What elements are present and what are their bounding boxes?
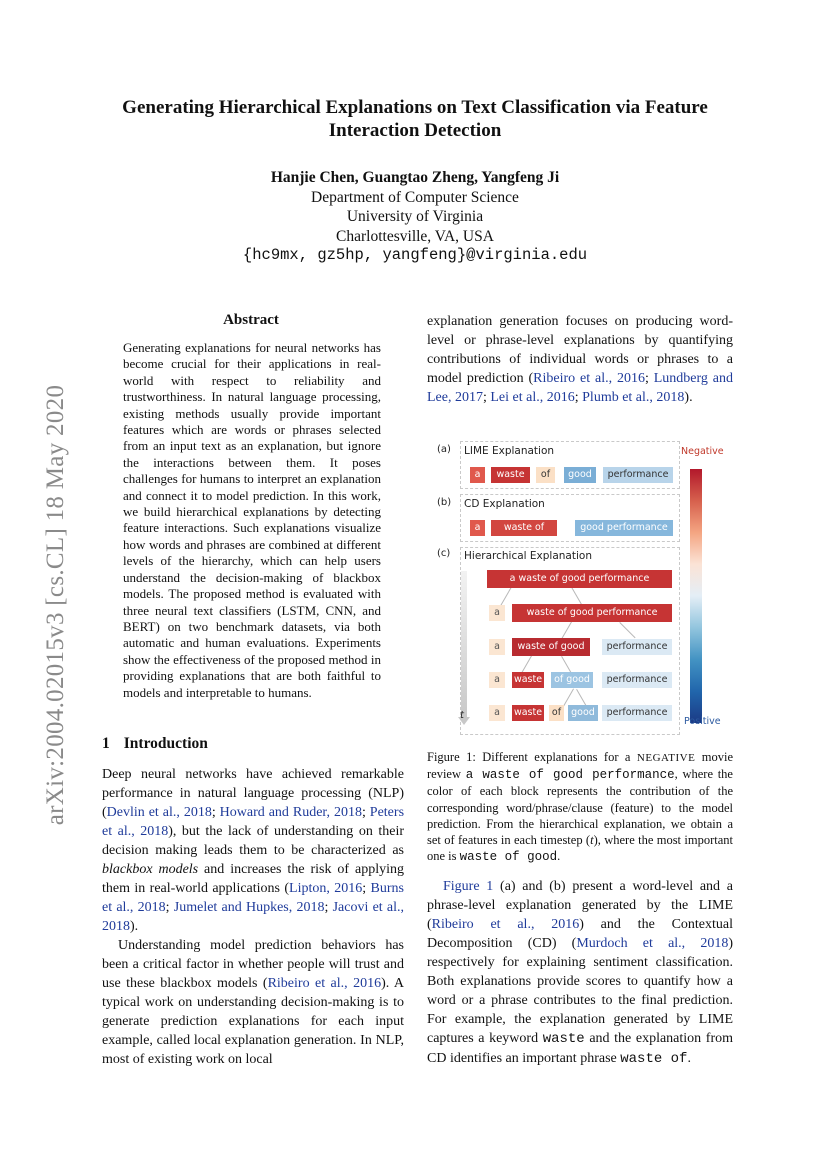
hier-block: performance xyxy=(602,639,672,655)
arxiv-stamp: arXiv:2004.02015v3 [cs.CL] 18 May 2020 xyxy=(42,384,69,826)
panel-label-c: (c) xyxy=(437,548,451,559)
right-column-bottom xyxy=(427,877,733,1069)
abstract-text: Generating explanations for neural networks has become crucial for their applications in real-world with respect to reliability and trustworthiness. In natural language processing, existing methods usually provide important features which are words or phrases selected from an input text as an explanation, but ignore the interactions between them. It poses challenges for humans to interpret an explanation and connect it to model prediction. In this work, we build hierarchical explanations by detecting feature interactions. Such explanations visualize how words and phrases are combined at different levels of the hierarchy, which can help users understand the decision-making of blackbox models. The proposed method is evaluated with three neural text classifiers (LSTM, CNN, and BERT) on two benchmark datasets, via both automatic and human evaluations. Experiments show the effectiveness of the proposed method in providing explanations that are both faithful to models and interpretable to humans. xyxy=(123,340,381,700)
cd-block: good performance xyxy=(575,520,673,536)
lime-block: a xyxy=(470,467,485,483)
hier-block: waste of good performance xyxy=(512,604,672,622)
panel-label-b: (b) xyxy=(437,497,452,508)
hier-block: waste xyxy=(512,705,544,721)
lime-block: good xyxy=(564,467,596,483)
citation-link[interactable]: Ribeiro et al., 2016 xyxy=(267,976,382,991)
citation-link[interactable]: Ribeiro et al., 2016 xyxy=(431,917,580,932)
cd-block: a xyxy=(470,520,485,536)
citation-link[interactable]: Burns et al., 2018 xyxy=(102,881,404,915)
section-title: Introduction xyxy=(123,735,208,752)
lime-block: performance xyxy=(603,467,673,483)
figure-1 xyxy=(432,438,732,738)
right-paragraph-1: explanation generation focuses on producing word-level or phrase-level explanations by quantifying contributions of individual words or phrases to a model prediction (Ribeiro et al., 2016; Lundberg and Lee, 2017; Lei et al., 2016; Plumb et al., 2018). xyxy=(427,314,733,405)
abstract-heading: Abstract xyxy=(223,312,279,328)
section-heading-introduction xyxy=(102,735,208,753)
colorbar-positive-label: Positive xyxy=(684,716,721,727)
citation-link[interactable]: Lundberg and Lee, 2017 xyxy=(427,371,733,405)
intro-paragraph-2: Understanding model prediction behaviors has been a critical factor in whether people will trust and use these blackbox models (Ribeiro et al., 2016). A typical work on understanding decision-making is to generate prediction explanations for each input example, called local explanation generation. In NLP, most of existing work on local xyxy=(102,938,405,1067)
hier-block: a xyxy=(489,672,505,688)
hier-block: waste xyxy=(512,672,544,688)
author-location: Charlottesville, VA, USA xyxy=(336,227,494,245)
author-block xyxy=(100,168,730,266)
hier-block: a waste of good performance xyxy=(487,570,672,588)
hier-block: good xyxy=(568,705,598,721)
panel-c-title: Hierarchical Explanation xyxy=(464,550,592,562)
hier-block: of good xyxy=(551,672,593,688)
panel-a-title: LIME Explanation xyxy=(464,445,555,457)
author-department: Department of Computer Science xyxy=(311,188,519,206)
citation-link[interactable]: Jacovi et al., 2018 xyxy=(102,900,405,934)
author-email: {hc9mx, gz5hp, yangfeng}@virginia.edu xyxy=(242,246,588,264)
intro-paragraph-1: Deep neural networks have achieved remarkable performance in natural language processing (NLP) (Devlin et al., 2018; Howard and Ruder, 2018; Peters et al., 2018), but the lack of understanding on their decision making leads them to be characterized as blackbox models and increases the risk of applying them in real-world applications (Lipton, 2016; Burns et al., 2018; Jumelet and Hupkes, 2018; Jacovi et al., 2018). xyxy=(102,767,405,934)
time-arrow xyxy=(461,571,467,719)
figure-reference-link[interactable]: Figure 1 xyxy=(443,879,494,894)
colorbar xyxy=(690,469,702,723)
author-names: Hanjie Chen, Guangtao Zheng, Yangfeng Ji xyxy=(270,169,560,186)
citation-link[interactable]: Murdoch et al., 2018 xyxy=(576,936,729,951)
figure-1-caption: Figure 1: Different explanations for a NEGATIVE movie review a waste of good performance, where the color of each block represents the contribution of the corresponding word/phrase/clause (feature) to the model prediction. From the hierarchical explanation, we obtain a set of features in each timestep (t), where the most important one is waste of good. xyxy=(427,750,734,865)
citation-link[interactable]: Lei et al., 2016 xyxy=(490,390,575,405)
hier-block: a xyxy=(489,705,505,721)
right-column-top xyxy=(427,312,733,407)
time-axis-label: t xyxy=(460,710,464,721)
cd-block: waste of xyxy=(491,520,557,536)
right-paragraph-2: Figure 1 (a) and (b) present a word-level and a phrase-level explanation generated by the LIME (Ribeiro et al., 2016) and the Contextual Decomposition (CD) (Murdoch et al., 2018) respectively for explaining sentiment classification. Both explanations provide scores to quantify how a word or a phrase contributes to the final prediction. For example, the explanation generated by LIME captures a keyword waste and the explanation from CD identifies an important phrase waste of. xyxy=(427,879,734,1067)
intro-left-column xyxy=(102,765,404,1069)
hier-block: performance xyxy=(602,672,672,688)
author-university: University of Virginia xyxy=(346,208,484,225)
citation-link[interactable]: Ribeiro et al., 2016 xyxy=(533,371,645,386)
hier-block: waste of good xyxy=(512,638,590,656)
panel-label-a: (a) xyxy=(437,444,451,455)
arxiv-sidebar xyxy=(16,0,76,1171)
section-number: 1 xyxy=(102,735,110,752)
hier-block: of xyxy=(549,705,564,721)
citation-link[interactable]: Plumb et al., 2018 xyxy=(582,390,685,405)
colorbar-negative-label: Negative xyxy=(681,446,724,457)
hier-block: performance xyxy=(602,705,672,721)
panel-b-title: CD Explanation xyxy=(464,498,545,510)
citation-link[interactable]: Devlin et al., 2018 xyxy=(106,805,212,820)
hier-block: a xyxy=(489,605,505,621)
citation-link[interactable]: Peters et al., 2018 xyxy=(102,805,405,839)
lime-block: waste xyxy=(491,467,530,483)
citation-link[interactable]: Lipton, 2016 xyxy=(289,881,363,896)
lime-block: of xyxy=(536,467,555,483)
citation-link[interactable]: Jumelet and Hupkes, 2018 xyxy=(173,900,325,915)
citation-link[interactable]: Howard and Ruder, 2018 xyxy=(219,805,362,820)
hier-block: a xyxy=(489,639,505,655)
paper-title: Generating Hierarchical Explanations on Text Classification via Feature Interaction Detection xyxy=(122,97,708,141)
